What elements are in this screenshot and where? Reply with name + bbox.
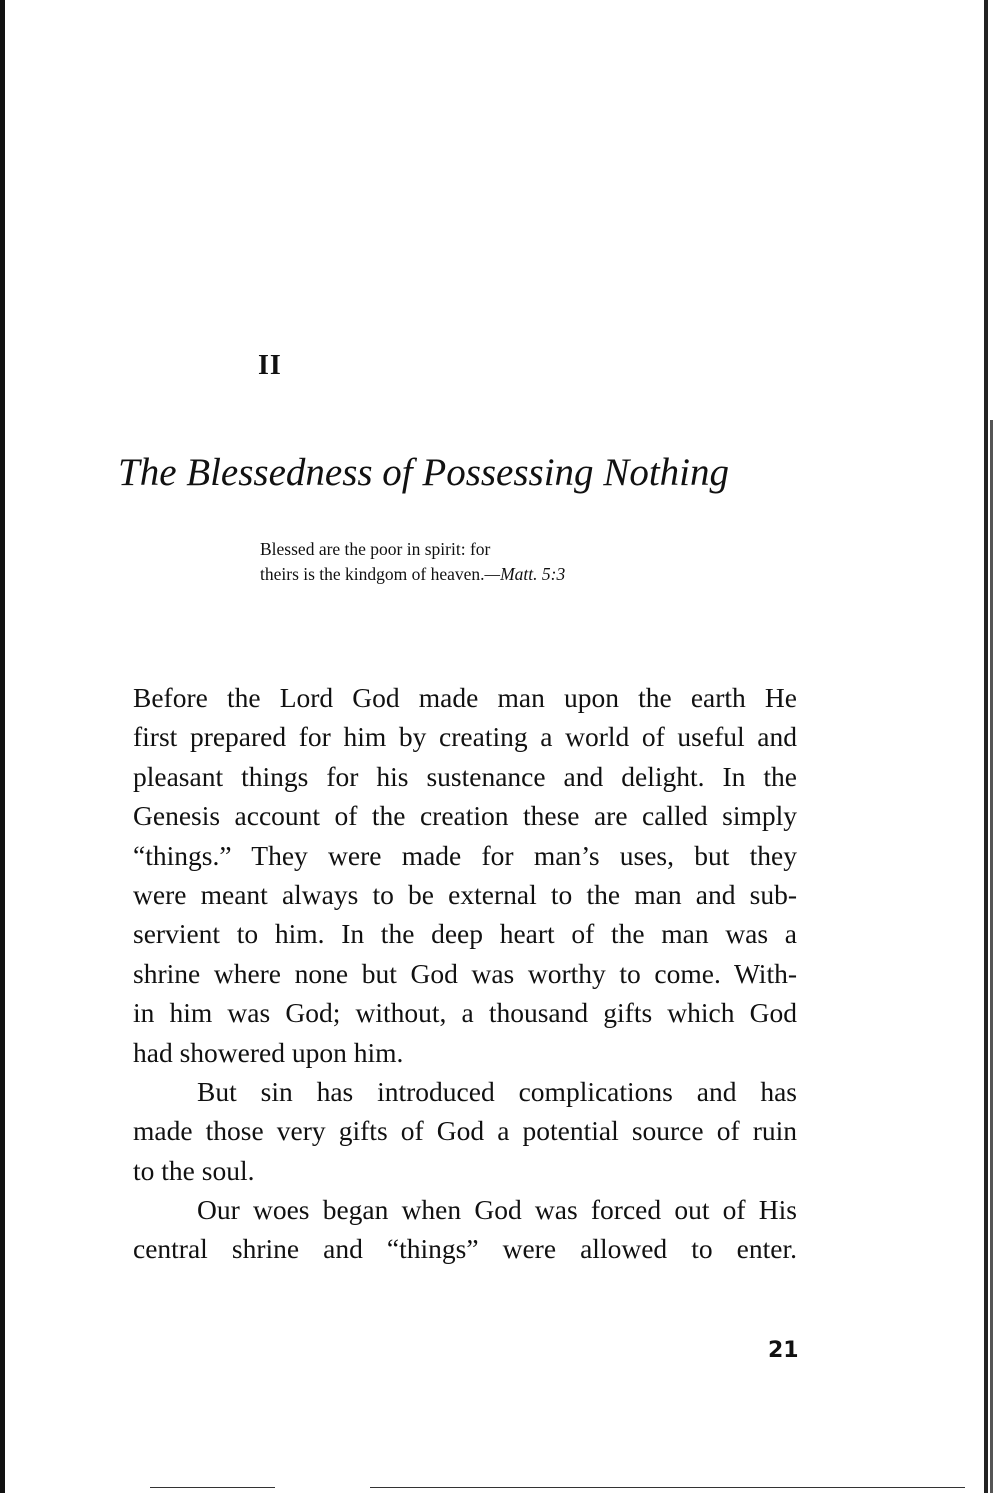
epigraph-line-2 [260,562,565,587]
body-line: had showered upon him. [133,1036,404,1068]
scan-artifact-rule [370,1487,755,1488]
body-line: were meant always to be external to the man and sub- [133,878,797,910]
body-line: “things.” They were made for man’s uses, but they [133,839,797,871]
body-line: servient to him. In the deep heart of the man was a [133,918,797,950]
body-line: pleasant things for his sustenance and delight. In the [133,760,797,792]
body-text [133,678,797,1269]
body-line: shrine where none but God was worthy to come. With- [133,957,797,989]
body-line: Genesis account of the creation these are called simply [133,800,797,832]
epigraph-text: theirs is the kindgom of heaven. [260,564,485,584]
body-line: central shrine and “things” were allowed to enter. [133,1233,797,1265]
body-line: to the soul. [133,1154,255,1186]
body-line: first prepared for him by creating a world of useful and [133,721,797,753]
chapter-number: II [258,350,282,381]
body-line: Our woes began when God was forced out of His [197,1194,797,1226]
scan-artifact-rule [755,1487,965,1488]
body-line: in him was God; without, a thousand gifts which God [133,997,797,1029]
epigraph-line-1: Blessed are the poor in spirit: for [260,539,491,559]
body-line: Before the Lord God made man upon the earth He [133,682,797,713]
epigraph [260,537,565,587]
scan-edge-right [984,0,988,1493]
page-number: 21 [768,1338,799,1363]
body-line: But sin has introduced complications and has [197,1075,797,1107]
scan-artifact-rule [150,1487,275,1488]
epigraph-citation: —Matt. 5:3 [484,564,566,584]
body-line: made those very gifts of God a potential source of ruin [133,1115,797,1147]
chapter-title: The Blessedness of Possessing Nothing [118,451,729,494]
scan-edge-left [0,0,5,1493]
